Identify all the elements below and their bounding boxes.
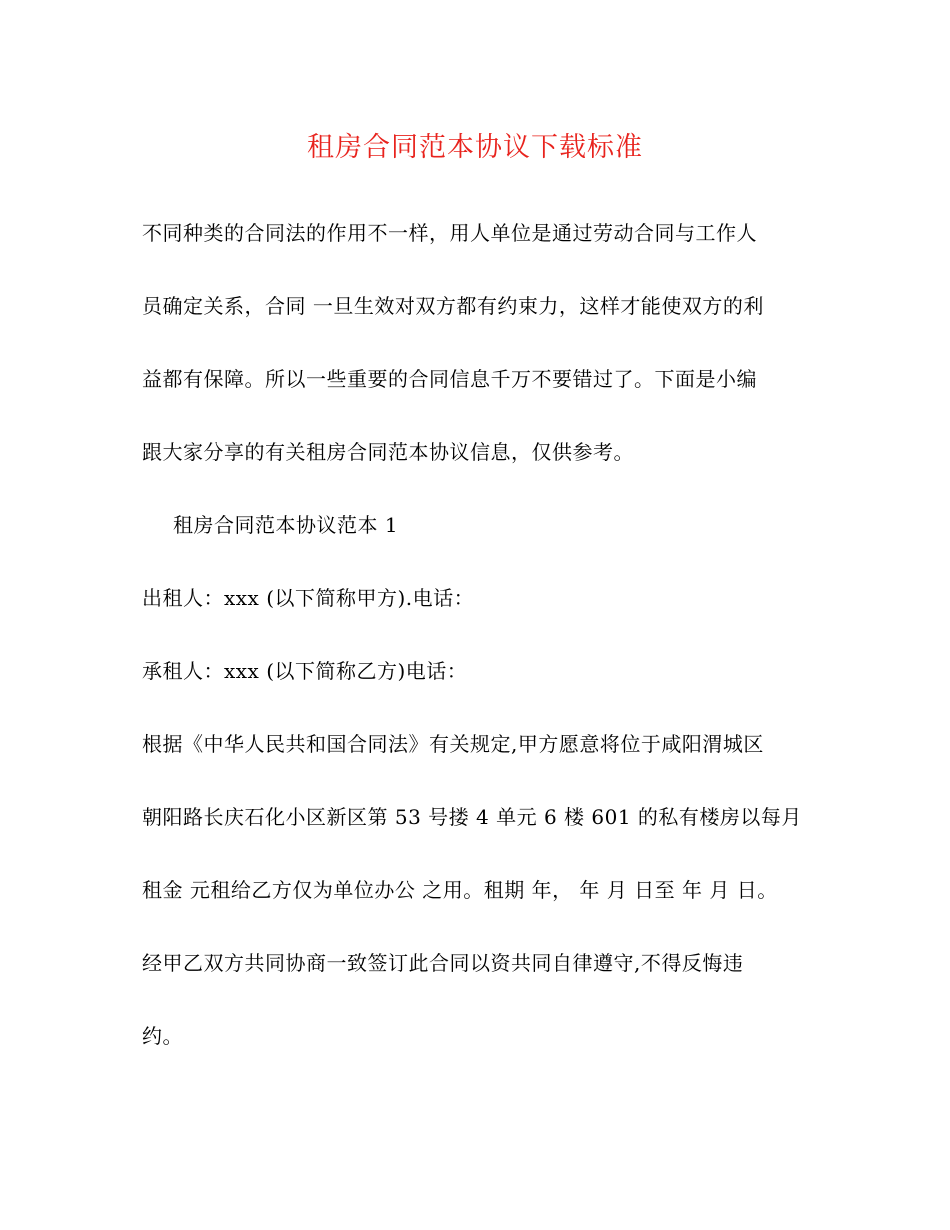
body-line-4: 经甲乙双方共同协商一致签订此合同以资共同自律遵守,不得反悔违 [142,951,744,975]
intro-line-4: 跟大家分享的有关租房合同范本协议信息，仅供参考。 [142,440,634,464]
intro-line-1: 不同种类的合同法的作用不一样，用人单位是通过劳动合同与工作人 [142,221,757,245]
lessee-line: 承租人：xxx (以下简称乙方)电话： [142,659,468,683]
intro-line-2: 员确定关系，合同 一旦生效对双方都有约束力，这样才能使双方的利 [142,294,764,318]
section-heading: 租房合同范本协议范本 1 [173,513,399,537]
document-title: 租房合同范本协议下载标准 [307,132,643,163]
lessor-line: 出租人：xxx (以下简称甲方).电话： [142,586,475,610]
body-line-2: 朝阳路长庆石化小区新区第 53 号搂 4 单元 6 楼 601 的私有楼房以每月 [142,805,802,829]
body-line-1: 根据《中华人民共和国合同法》有关规定,甲方愿意将位于咸阳渭城区 [142,732,764,756]
body-line-3: 租金 元租给乙方仅为单位办公 之用。租期 年， 年 月 日至 年 月 日。 [142,878,778,902]
intro-line-3: 益都有保障。所以一些重要的合同信息千万不要错过了。下面是小编 [142,367,757,391]
body-line-5: 约。 [142,1024,183,1048]
